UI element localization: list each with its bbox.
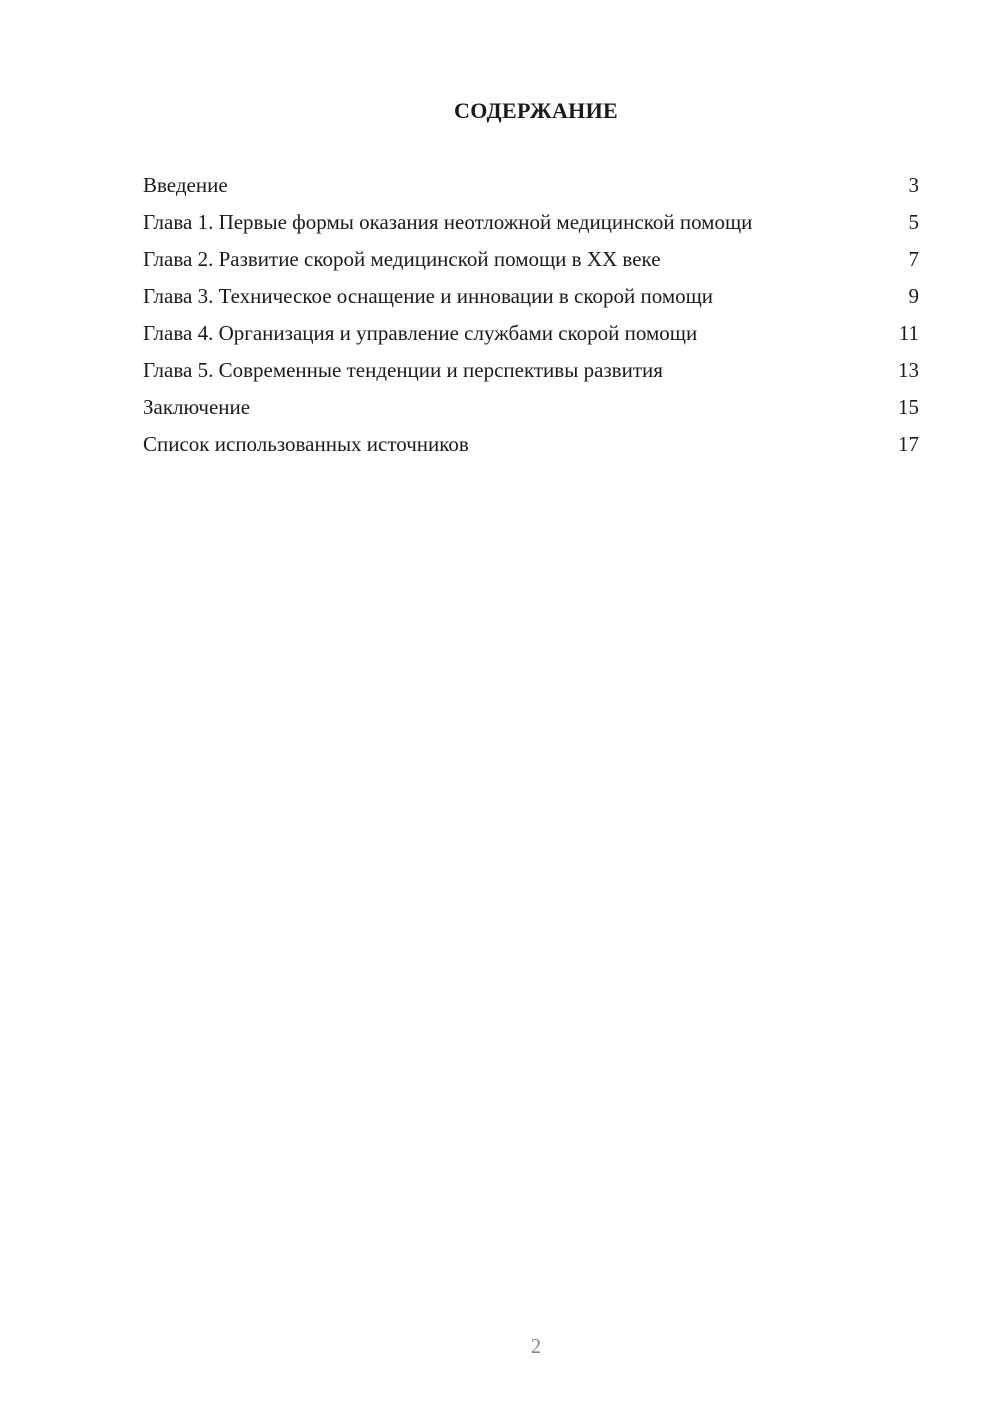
- toc-entry-page: 13: [898, 358, 919, 382]
- toc-entry-page: 11: [898, 321, 919, 345]
- toc-entry-chapter-5: [143, 357, 919, 384]
- toc-entry-label: Введение: [143, 173, 228, 197]
- toc-entry-chapter-3: [143, 283, 919, 310]
- toc-entry-page: 9: [908, 284, 919, 308]
- toc-entry-chapter-2: [143, 246, 919, 273]
- toc-entry-introduction: [143, 172, 919, 199]
- toc-entry-page: 5: [908, 210, 919, 234]
- toc-entry-page: 17: [898, 432, 919, 456]
- toc-entry-label: Глава 5. Современные тенденции и перспективы развития: [143, 358, 663, 382]
- toc-entry-chapter-4: [143, 320, 919, 347]
- toc-entry-page: 15: [898, 395, 919, 419]
- toc-entry-page: 7: [908, 247, 919, 271]
- toc-entry-conclusion: [143, 394, 919, 421]
- toc-entry-label: Список использованных источников: [143, 432, 469, 456]
- toc-entry-chapter-1: [143, 209, 919, 236]
- page-title: СОДЕРЖАНИЕ: [454, 98, 618, 123]
- toc-entry-label: Глава 2. Развитие скорой медицинской помощи в XX веке: [143, 247, 661, 271]
- toc-entry-references: [143, 431, 919, 458]
- toc-entry-label: Заключение: [143, 395, 251, 419]
- table-of-contents: [143, 172, 919, 468]
- toc-entry-label: Глава 1. Первые формы оказания неотложной медицинской помощи: [143, 210, 753, 234]
- toc-entry-label: Глава 3. Техническое оснащение и инновации в скорой помощи: [143, 284, 714, 308]
- page-number: 2: [530, 1334, 542, 1358]
- toc-entry-page: 3: [908, 173, 919, 197]
- toc-entry-label: Глава 4. Организация и управление службами скорой помощи: [143, 321, 698, 345]
